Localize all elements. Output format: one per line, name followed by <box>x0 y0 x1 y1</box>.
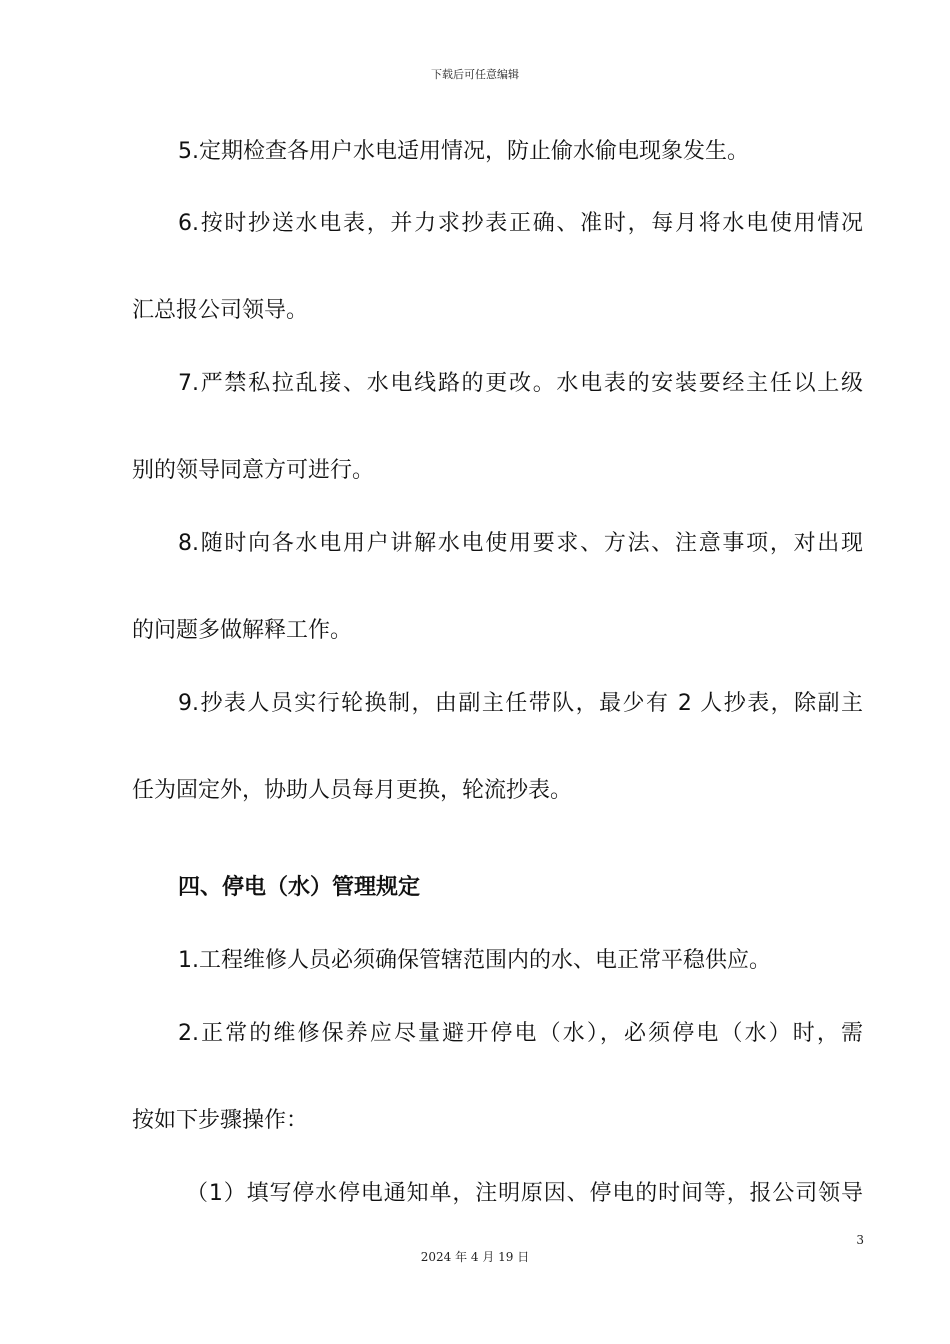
paragraph-line: 任为固定外，协助人员每月更换，轮流抄表。 <box>132 778 573 803</box>
paragraph-line: 别的领导同意方可进行。 <box>132 458 375 483</box>
paragraph-line: 5.定期检查各用户水电适用情况，防止偷水偷电现象发生。 <box>178 139 749 164</box>
page-number: 3 <box>856 1233 864 1247</box>
paragraph-line: 8.随时向各水电用户讲解水电使用要求、方法、注意事项，对出现 <box>178 531 863 556</box>
paragraph-line: 1.工程维修人员必须确保管辖范围内的水、电正常平稳供应。 <box>178 948 771 973</box>
paragraph-line: 按如下步骤操作： <box>132 1108 309 1133</box>
paragraph-line: 7.严禁私拉乱接、水电线路的更改。水电表的安装要经主任以上级 <box>178 371 863 396</box>
paragraph-line: （1）填写停水停电通知单，注明原因、停电的时间等，报公司领导 <box>186 1181 863 1206</box>
paragraph-line: 2.正常的维修保养应尽量避开停电（水），必须停电（水）时，需 <box>178 1021 863 1046</box>
paragraph-line: 6.按时抄送水电表，并力求抄表正确、准时，每月将水电使用情况 <box>178 211 863 236</box>
section-heading: 四、停电（水）管理规定 <box>178 875 421 900</box>
header-note: 下载后可任意编辑 <box>431 68 519 81</box>
paragraph-line: 9.抄表人员实行轮换制，由副主任带队，最少有 2 人抄表，除副主 <box>178 691 863 716</box>
footer-date: 2024 年 4 月 19 日 <box>420 1250 530 1264</box>
paragraph-line: 汇总报公司领导。 <box>132 298 309 323</box>
paragraph-line: 的问题多做解释工作。 <box>132 618 353 643</box>
